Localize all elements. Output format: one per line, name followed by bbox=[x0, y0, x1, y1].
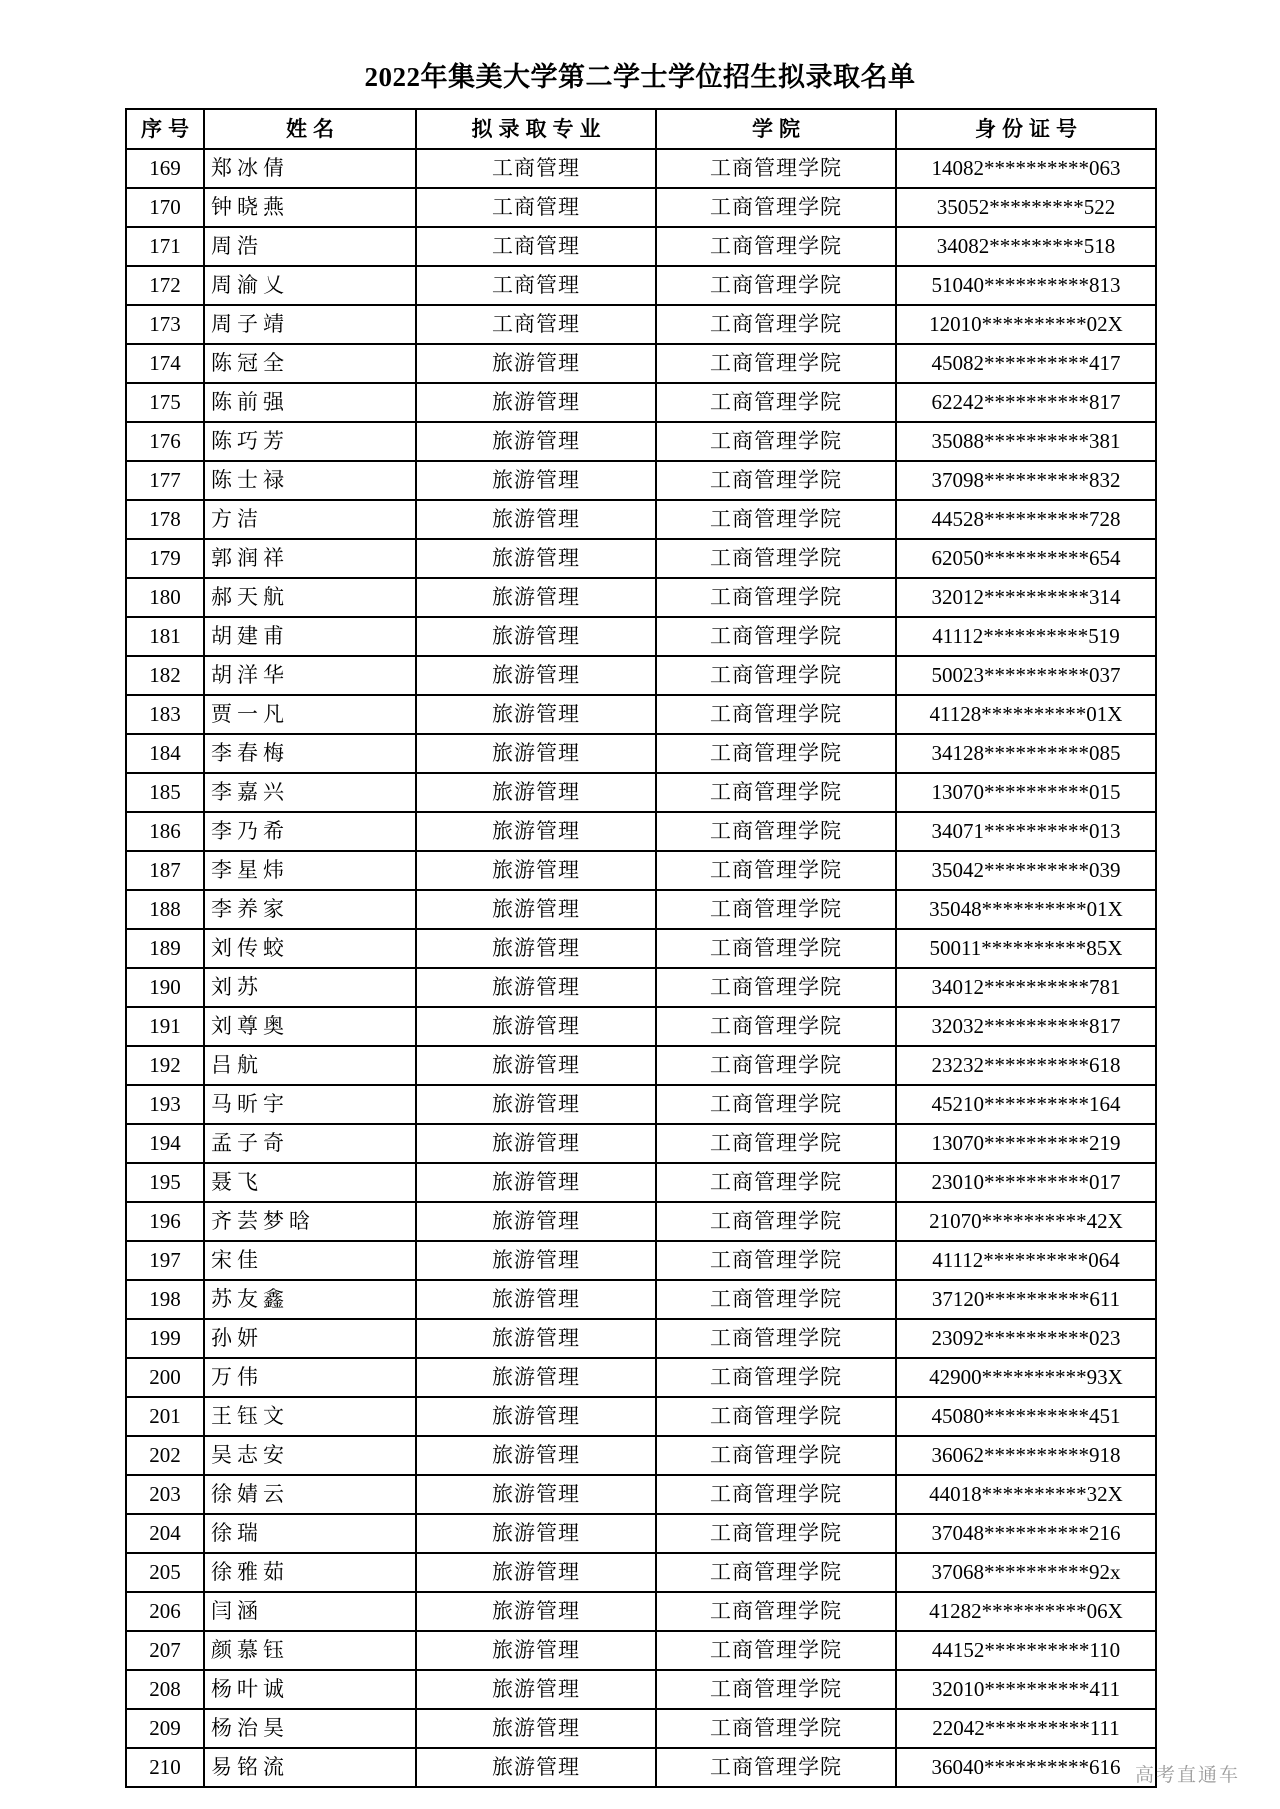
table-row bbox=[126, 929, 1156, 968]
cell-college: 工商管理学院 bbox=[656, 578, 896, 617]
cell-name: 吕航 bbox=[204, 1046, 416, 1085]
admission-roster-table bbox=[125, 108, 1157, 1788]
cell-major: 工商管理 bbox=[416, 305, 656, 344]
cell-college: 工商管理学院 bbox=[656, 1670, 896, 1709]
cell-name: 周渝乂 bbox=[204, 266, 416, 305]
cell-name: 陈前强 bbox=[204, 383, 416, 422]
cell-major: 旅游管理 bbox=[416, 1241, 656, 1280]
cell-seq: 181 bbox=[126, 617, 204, 656]
cell-major: 旅游管理 bbox=[416, 1046, 656, 1085]
cell-seq: 169 bbox=[126, 149, 204, 188]
cell-seq: 186 bbox=[126, 812, 204, 851]
cell-college: 工商管理学院 bbox=[656, 695, 896, 734]
cell-major: 旅游管理 bbox=[416, 617, 656, 656]
cell-name: 孙妍 bbox=[204, 1319, 416, 1358]
cell-major: 旅游管理 bbox=[416, 968, 656, 1007]
cell-major: 旅游管理 bbox=[416, 1475, 656, 1514]
cell-major: 旅游管理 bbox=[416, 539, 656, 578]
cell-college: 工商管理学院 bbox=[656, 1319, 896, 1358]
table-row bbox=[126, 1709, 1156, 1748]
cell-name: 郑冰倩 bbox=[204, 149, 416, 188]
cell-seq: 206 bbox=[126, 1592, 204, 1631]
cell-name: 徐婧云 bbox=[204, 1475, 416, 1514]
cell-name: 钟晓燕 bbox=[204, 188, 416, 227]
cell-major: 旅游管理 bbox=[416, 1358, 656, 1397]
cell-major: 旅游管理 bbox=[416, 1124, 656, 1163]
cell-major: 旅游管理 bbox=[416, 1670, 656, 1709]
cell-major: 工商管理 bbox=[416, 188, 656, 227]
cell-id: 45210**********164 bbox=[896, 1085, 1156, 1124]
column-header-seq: 序号 bbox=[126, 109, 204, 149]
cell-seq: 208 bbox=[126, 1670, 204, 1709]
cell-major: 旅游管理 bbox=[416, 695, 656, 734]
cell-id: 37048**********216 bbox=[896, 1514, 1156, 1553]
cell-major: 旅游管理 bbox=[416, 422, 656, 461]
table-row bbox=[126, 578, 1156, 617]
cell-seq: 199 bbox=[126, 1319, 204, 1358]
cell-college: 工商管理学院 bbox=[656, 461, 896, 500]
cell-id: 50011**********85X bbox=[896, 929, 1156, 968]
cell-name: 陈巧芳 bbox=[204, 422, 416, 461]
cell-college: 工商管理学院 bbox=[656, 656, 896, 695]
cell-seq: 193 bbox=[126, 1085, 204, 1124]
cell-seq: 192 bbox=[126, 1046, 204, 1085]
watermark: 高考直通车 bbox=[1134, 1765, 1240, 1786]
cell-name: 贾一凡 bbox=[204, 695, 416, 734]
cell-major: 旅游管理 bbox=[416, 1280, 656, 1319]
cell-id: 41112**********064 bbox=[896, 1241, 1156, 1280]
cell-id: 23092**********023 bbox=[896, 1319, 1156, 1358]
table-row bbox=[126, 1007, 1156, 1046]
cell-seq: 203 bbox=[126, 1475, 204, 1514]
cell-college: 工商管理学院 bbox=[656, 266, 896, 305]
cell-name: 李乃希 bbox=[204, 812, 416, 851]
cell-college: 工商管理学院 bbox=[656, 890, 896, 929]
cell-major: 旅游管理 bbox=[416, 812, 656, 851]
cell-college: 工商管理学院 bbox=[656, 539, 896, 578]
table-row bbox=[126, 1241, 1156, 1280]
table-row bbox=[126, 305, 1156, 344]
cell-name: 胡洋华 bbox=[204, 656, 416, 695]
cell-major: 旅游管理 bbox=[416, 1163, 656, 1202]
cell-major: 旅游管理 bbox=[416, 773, 656, 812]
table-row bbox=[126, 539, 1156, 578]
table-row bbox=[126, 1319, 1156, 1358]
cell-college: 工商管理学院 bbox=[656, 1124, 896, 1163]
table-row bbox=[126, 1163, 1156, 1202]
table-row bbox=[126, 461, 1156, 500]
cell-seq: 177 bbox=[126, 461, 204, 500]
cell-seq: 184 bbox=[126, 734, 204, 773]
cell-name: 颜慕钰 bbox=[204, 1631, 416, 1670]
cell-major: 旅游管理 bbox=[416, 890, 656, 929]
cell-college: 工商管理学院 bbox=[656, 1163, 896, 1202]
table-row bbox=[126, 1553, 1156, 1592]
cell-major: 工商管理 bbox=[416, 149, 656, 188]
cell-major: 工商管理 bbox=[416, 227, 656, 266]
cell-name: 刘苏 bbox=[204, 968, 416, 1007]
cell-major: 旅游管理 bbox=[416, 1553, 656, 1592]
cell-major: 旅游管理 bbox=[416, 1319, 656, 1358]
cell-id: 42900**********93X bbox=[896, 1358, 1156, 1397]
cell-major: 旅游管理 bbox=[416, 734, 656, 773]
table-body bbox=[126, 149, 1156, 1787]
cell-major: 旅游管理 bbox=[416, 656, 656, 695]
cell-seq: 194 bbox=[126, 1124, 204, 1163]
cell-name: 陈冠全 bbox=[204, 344, 416, 383]
column-header-name: 姓名 bbox=[204, 109, 416, 149]
table-row bbox=[126, 695, 1156, 734]
table-row bbox=[126, 1631, 1156, 1670]
cell-seq: 174 bbox=[126, 344, 204, 383]
cell-college: 工商管理学院 bbox=[656, 305, 896, 344]
cell-seq: 180 bbox=[126, 578, 204, 617]
cell-name: 李春梅 bbox=[204, 734, 416, 773]
cell-id: 62050**********654 bbox=[896, 539, 1156, 578]
cell-id: 41112**********519 bbox=[896, 617, 1156, 656]
cell-college: 工商管理学院 bbox=[656, 188, 896, 227]
cell-name: 周子靖 bbox=[204, 305, 416, 344]
cell-major: 旅游管理 bbox=[416, 578, 656, 617]
cell-college: 工商管理学院 bbox=[656, 968, 896, 1007]
cell-name: 刘尊奥 bbox=[204, 1007, 416, 1046]
table-row bbox=[126, 344, 1156, 383]
column-header-id: 身份证号 bbox=[896, 109, 1156, 149]
cell-major: 旅游管理 bbox=[416, 1085, 656, 1124]
cell-college: 工商管理学院 bbox=[656, 1202, 896, 1241]
cell-major: 旅游管理 bbox=[416, 1436, 656, 1475]
cell-seq: 198 bbox=[126, 1280, 204, 1319]
cell-name: 李养家 bbox=[204, 890, 416, 929]
cell-major: 旅游管理 bbox=[416, 1631, 656, 1670]
cell-name: 李星炜 bbox=[204, 851, 416, 890]
cell-seq: 197 bbox=[126, 1241, 204, 1280]
cell-college: 工商管理学院 bbox=[656, 1046, 896, 1085]
cell-college: 工商管理学院 bbox=[656, 1592, 896, 1631]
cell-seq: 209 bbox=[126, 1709, 204, 1748]
cell-id: 62242**********817 bbox=[896, 383, 1156, 422]
cell-college: 工商管理学院 bbox=[656, 500, 896, 539]
cell-college: 工商管理学院 bbox=[656, 1358, 896, 1397]
cell-seq: 170 bbox=[126, 188, 204, 227]
cell-seq: 207 bbox=[126, 1631, 204, 1670]
cell-college: 工商管理学院 bbox=[656, 1631, 896, 1670]
cell-id: 35052*********522 bbox=[896, 188, 1156, 227]
cell-major: 旅游管理 bbox=[416, 1748, 656, 1787]
cell-name: 徐雅茹 bbox=[204, 1553, 416, 1592]
cell-college: 工商管理学院 bbox=[656, 1436, 896, 1475]
cell-id: 37120**********611 bbox=[896, 1280, 1156, 1319]
cell-id: 44152**********110 bbox=[896, 1631, 1156, 1670]
cell-id: 45080**********451 bbox=[896, 1397, 1156, 1436]
cell-major: 旅游管理 bbox=[416, 461, 656, 500]
cell-major: 旅游管理 bbox=[416, 344, 656, 383]
cell-seq: 196 bbox=[126, 1202, 204, 1241]
cell-college: 工商管理学院 bbox=[656, 1007, 896, 1046]
cell-id: 34012**********781 bbox=[896, 968, 1156, 1007]
cell-seq: 175 bbox=[126, 383, 204, 422]
table-row bbox=[126, 1592, 1156, 1631]
table-row bbox=[126, 500, 1156, 539]
cell-seq: 171 bbox=[126, 227, 204, 266]
cell-id: 32032**********817 bbox=[896, 1007, 1156, 1046]
cell-name: 胡建甫 bbox=[204, 617, 416, 656]
cell-college: 工商管理学院 bbox=[656, 773, 896, 812]
cell-seq: 176 bbox=[126, 422, 204, 461]
table-row bbox=[126, 266, 1156, 305]
cell-name: 刘传蛟 bbox=[204, 929, 416, 968]
table-row bbox=[126, 851, 1156, 890]
cell-seq: 189 bbox=[126, 929, 204, 968]
cell-id: 44018**********32X bbox=[896, 1475, 1156, 1514]
cell-id: 45082**********417 bbox=[896, 344, 1156, 383]
table-row bbox=[126, 1124, 1156, 1163]
cell-major: 旅游管理 bbox=[416, 383, 656, 422]
cell-college: 工商管理学院 bbox=[656, 617, 896, 656]
table-row bbox=[126, 890, 1156, 929]
cell-name: 马昕宇 bbox=[204, 1085, 416, 1124]
cell-id: 44528**********728 bbox=[896, 500, 1156, 539]
cell-college: 工商管理学院 bbox=[656, 929, 896, 968]
cell-id: 32012**********314 bbox=[896, 578, 1156, 617]
cell-id: 35088**********381 bbox=[896, 422, 1156, 461]
cell-seq: 173 bbox=[126, 305, 204, 344]
cell-id: 37068**********92x bbox=[896, 1553, 1156, 1592]
cell-college: 工商管理学院 bbox=[656, 1241, 896, 1280]
column-header-college: 学院 bbox=[656, 109, 896, 149]
cell-seq: 195 bbox=[126, 1163, 204, 1202]
cell-seq: 191 bbox=[126, 1007, 204, 1046]
cell-seq: 190 bbox=[126, 968, 204, 1007]
cell-id: 21070**********42X bbox=[896, 1202, 1156, 1241]
cell-college: 工商管理学院 bbox=[656, 734, 896, 773]
table-row bbox=[126, 1046, 1156, 1085]
cell-seq: 183 bbox=[126, 695, 204, 734]
cell-name: 万伟 bbox=[204, 1358, 416, 1397]
cell-id: 23010**********017 bbox=[896, 1163, 1156, 1202]
cell-major: 旅游管理 bbox=[416, 1397, 656, 1436]
table-row bbox=[126, 383, 1156, 422]
cell-name: 徐瑞 bbox=[204, 1514, 416, 1553]
cell-id: 34082*********518 bbox=[896, 227, 1156, 266]
cell-name: 易铭流 bbox=[204, 1748, 416, 1787]
cell-college: 工商管理学院 bbox=[656, 1514, 896, 1553]
cell-id: 36062**********918 bbox=[896, 1436, 1156, 1475]
cell-id: 32010**********411 bbox=[896, 1670, 1156, 1709]
cell-seq: 201 bbox=[126, 1397, 204, 1436]
table-row bbox=[126, 773, 1156, 812]
table-row bbox=[126, 1475, 1156, 1514]
cell-id: 51040**********813 bbox=[896, 266, 1156, 305]
table-row bbox=[126, 227, 1156, 266]
cell-name: 陈士禄 bbox=[204, 461, 416, 500]
cell-college: 工商管理学院 bbox=[656, 383, 896, 422]
cell-name: 杨叶诚 bbox=[204, 1670, 416, 1709]
cell-name: 孟子奇 bbox=[204, 1124, 416, 1163]
table-row bbox=[126, 1280, 1156, 1319]
cell-id: 37098**********832 bbox=[896, 461, 1156, 500]
cell-id: 13070**********015 bbox=[896, 773, 1156, 812]
table-row bbox=[126, 968, 1156, 1007]
cell-seq: 204 bbox=[126, 1514, 204, 1553]
table-row bbox=[126, 1514, 1156, 1553]
cell-id: 41128**********01X bbox=[896, 695, 1156, 734]
cell-college: 工商管理学院 bbox=[656, 149, 896, 188]
cell-seq: 179 bbox=[126, 539, 204, 578]
table-row bbox=[126, 1202, 1156, 1241]
table-row bbox=[126, 812, 1156, 851]
cell-name: 闫涵 bbox=[204, 1592, 416, 1631]
table-row bbox=[126, 1085, 1156, 1124]
cell-id: 34071**********013 bbox=[896, 812, 1156, 851]
table-row bbox=[126, 1397, 1156, 1436]
cell-name: 杨治昊 bbox=[204, 1709, 416, 1748]
cell-college: 工商管理学院 bbox=[656, 1553, 896, 1592]
cell-name: 苏友鑫 bbox=[204, 1280, 416, 1319]
cell-id: 12010**********02X bbox=[896, 305, 1156, 344]
cell-seq: 178 bbox=[126, 500, 204, 539]
cell-major: 旅游管理 bbox=[416, 1202, 656, 1241]
table-header-row bbox=[126, 109, 1156, 149]
cell-college: 工商管理学院 bbox=[656, 344, 896, 383]
cell-name: 郝天航 bbox=[204, 578, 416, 617]
table-row bbox=[126, 734, 1156, 773]
cell-name: 周浩 bbox=[204, 227, 416, 266]
cell-seq: 185 bbox=[126, 773, 204, 812]
cell-major: 旅游管理 bbox=[416, 500, 656, 539]
cell-id: 22042**********111 bbox=[896, 1709, 1156, 1748]
cell-major: 旅游管理 bbox=[416, 1007, 656, 1046]
cell-name: 李嘉兴 bbox=[204, 773, 416, 812]
cell-id: 35042**********039 bbox=[896, 851, 1156, 890]
table-row bbox=[126, 1670, 1156, 1709]
table-row bbox=[126, 149, 1156, 188]
table-row bbox=[126, 1436, 1156, 1475]
cell-major: 旅游管理 bbox=[416, 851, 656, 890]
cell-seq: 172 bbox=[126, 266, 204, 305]
cell-major: 工商管理 bbox=[416, 266, 656, 305]
cell-seq: 182 bbox=[126, 656, 204, 695]
cell-name: 郭润祥 bbox=[204, 539, 416, 578]
cell-college: 工商管理学院 bbox=[656, 1709, 896, 1748]
table-row bbox=[126, 1748, 1156, 1787]
cell-seq: 205 bbox=[126, 1553, 204, 1592]
column-header-major: 拟录取专业 bbox=[416, 109, 656, 149]
cell-id: 36040**********616 bbox=[896, 1748, 1156, 1787]
cell-id: 50023**********037 bbox=[896, 656, 1156, 695]
cell-id: 35048**********01X bbox=[896, 890, 1156, 929]
table-header bbox=[126, 109, 1156, 149]
cell-college: 工商管理学院 bbox=[656, 227, 896, 266]
cell-id: 14082**********063 bbox=[896, 149, 1156, 188]
cell-seq: 210 bbox=[126, 1748, 204, 1787]
cell-college: 工商管理学院 bbox=[656, 851, 896, 890]
cell-name: 方洁 bbox=[204, 500, 416, 539]
cell-seq: 188 bbox=[126, 890, 204, 929]
cell-name: 王钰文 bbox=[204, 1397, 416, 1436]
cell-seq: 200 bbox=[126, 1358, 204, 1397]
cell-seq: 202 bbox=[126, 1436, 204, 1475]
cell-major: 旅游管理 bbox=[416, 929, 656, 968]
cell-college: 工商管理学院 bbox=[656, 812, 896, 851]
cell-id: 23232**********618 bbox=[896, 1046, 1156, 1085]
cell-college: 工商管理学院 bbox=[656, 422, 896, 461]
cell-name: 吴志安 bbox=[204, 1436, 416, 1475]
cell-college: 工商管理学院 bbox=[656, 1085, 896, 1124]
table-row bbox=[126, 188, 1156, 227]
cell-name: 聂飞 bbox=[204, 1163, 416, 1202]
cell-college: 工商管理学院 bbox=[656, 1748, 896, 1787]
cell-college: 工商管理学院 bbox=[656, 1475, 896, 1514]
table-row bbox=[126, 422, 1156, 461]
table-row bbox=[126, 656, 1156, 695]
cell-major: 旅游管理 bbox=[416, 1592, 656, 1631]
cell-name: 齐芸梦晗 bbox=[204, 1202, 416, 1241]
cell-college: 工商管理学院 bbox=[656, 1280, 896, 1319]
cell-id: 13070**********219 bbox=[896, 1124, 1156, 1163]
cell-name: 宋佳 bbox=[204, 1241, 416, 1280]
cell-id: 41282**********06X bbox=[896, 1592, 1156, 1631]
cell-college: 工商管理学院 bbox=[656, 1397, 896, 1436]
table-row bbox=[126, 617, 1156, 656]
roster-table-container bbox=[125, 108, 1155, 1788]
table-row bbox=[126, 1358, 1156, 1397]
cell-major: 旅游管理 bbox=[416, 1709, 656, 1748]
cell-seq: 187 bbox=[126, 851, 204, 890]
cell-major: 旅游管理 bbox=[416, 1514, 656, 1553]
cell-id: 34128**********085 bbox=[896, 734, 1156, 773]
page-title: 2022年集美大学第二学士学位招生拟录取名单 bbox=[364, 62, 916, 92]
